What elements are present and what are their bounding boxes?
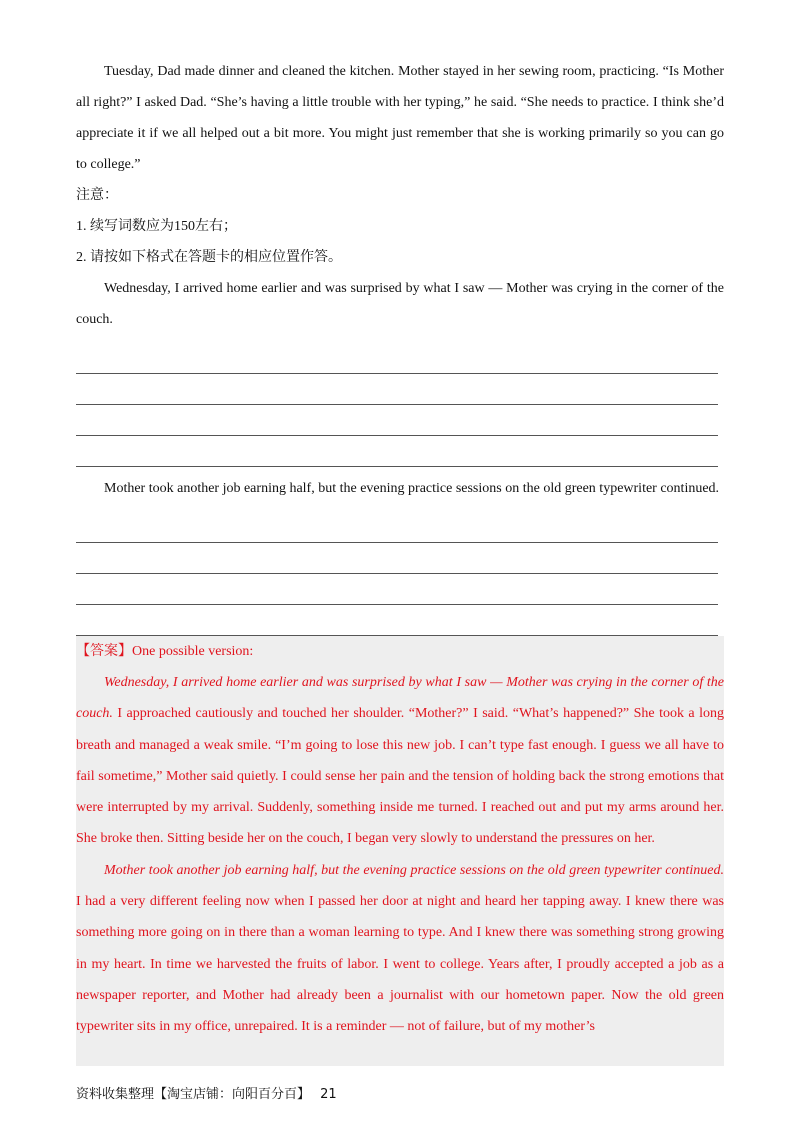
answer-paragraph-2 [76,855,724,1043]
prompt-paragraph-2: Mother took another job earning half, but the evening practice sessions on the old green typewriter continued. [104,481,720,496]
writing-lines-1 [76,343,724,467]
writing-line [76,343,718,374]
writing-line [76,405,718,436]
story-ending-paragraph: Tuesday, Dad made dinner and cleaned the kitchen. Mother stayed in her sewing room, practicing. “Is Mother all right?” I asked Dad. “She’s having a little trouble with her typing,” he said. “She needs to practice. I think she’d appreciate it if we all helped out a bit more. You might just remember that she is working primarily so you can go to college.” [76,64,724,172]
answer-paragraph-2-body: I had a very different feeling now when I passed her door at night and heard her tapping away. I knew there was something more going on in there than a woman learning to type. And I knew there was something strong growing in my heart. In time we harvested the fruits of labor. I went to college. Years after, I proudly accepted a job as a newspaper reporter, and Mother had already been a journalist with our hometown paper. Now the old green typewriter sits in my office, unrepaired. It is a reminder — not of failure, but of my mother’s [76,894,724,1035]
writing-line [76,543,718,574]
notes-heading: 注意： [76,188,118,203]
page-footer [76,1083,343,1102]
writing-line [76,436,718,467]
document-body [76,56,724,636]
answer-section [76,636,724,1066]
writing-line [76,574,718,605]
page-number: 21 [320,1087,337,1102]
writing-line [76,512,718,543]
answer-label: 【答案】One possible version: [76,644,254,659]
answer-paragraph-1-body: I approached cautiously and touched her shoulder. “Mother?” I said. “What’s happened?” She took a long breath and managed a weak smile. “I’m going to lose this new job. I can’t type fast enough. I guess we all have to fail sometime,” Mother said quietly. I could sense her pain and the tension of holding back the strong emotions that were interrupted by my arrival. Suddenly, something inside me turned. I reached out and put my arms around her. She broke then. Sitting beside her on the couch, I began very slowly to understand the pressures on her. [76,706,724,847]
answer-paragraph-1-lead: Wednesday, I arrived home earlier and was surprised by what I saw — Mother was crying in the corner of the couch. [76,675,724,722]
answer-paragraph-2-lead: Mother took another job earning half, but the evening practice sessions on the old green typewriter continued. [104,862,724,878]
footer-source: 资料收集整理【淘宝店铺：向阳百分百】 [76,1087,311,1102]
writing-line [76,605,718,636]
prompt-paragraph-1: Wednesday, I arrived home earlier and was surprised by what I saw — Mother was crying in the corner of the couch. [76,281,724,327]
writing-line [76,374,718,405]
writing-lines-2 [76,512,724,636]
note-item-format: 2. 请按如下格式在答题卡的相应位置作答。 [76,250,342,265]
answer-paragraph-1 [76,667,724,855]
note-item-word-count: 1. 续写词数应为150左右； [76,219,237,234]
